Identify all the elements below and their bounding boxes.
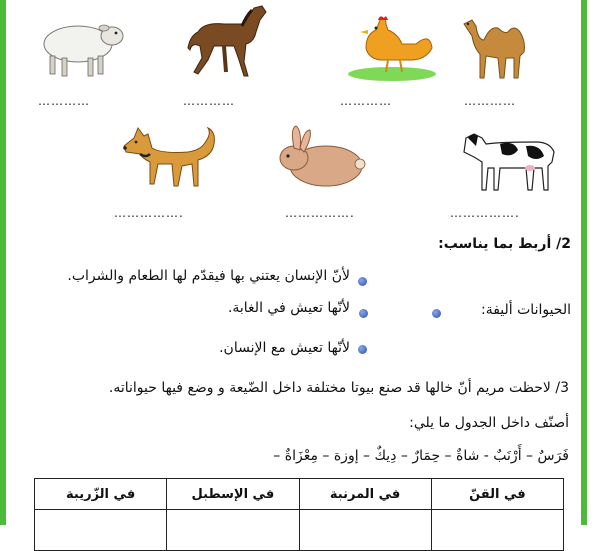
- blank-cow[interactable]: …………….: [450, 206, 520, 220]
- header-fold: في الزّريبة: [35, 479, 167, 510]
- table-header-row: [35, 479, 564, 510]
- sheep-icon: [34, 14, 129, 79]
- page-border-left: [0, 0, 6, 525]
- exercise3-intro: 3/ لاحظت مريم أنّ خالها قد صنع بيوتا مختلفة داخل الضّيعة و وضع فيها حيواناته.: [108, 380, 569, 396]
- chicken-icon: [346, 14, 438, 82]
- cell-coop[interactable]: [431, 510, 563, 551]
- exercise3-words: فَرَسٌ – أَرْنَبٌ - شاةٌ – حِمَارٌ – دِيكٌ – إوزة – مِعْزَاةٌ –: [273, 448, 569, 464]
- blank-sheep[interactable]: …………: [38, 94, 90, 108]
- option-text-1: لأنّ الإنسان يعتني بها فيقدّم لها الطعام والشراب.: [67, 268, 350, 284]
- rabbit-icon: [272, 124, 372, 190]
- pets-bullet[interactable]: [432, 309, 441, 318]
- exercise3-instruction: أصنّف داخل الجدول ما يلي:: [409, 415, 569, 431]
- cow-icon: [460, 122, 560, 194]
- cell-rabbitry[interactable]: [299, 510, 431, 551]
- page-border-right: [581, 0, 587, 525]
- blank-camel[interactable]: …………: [464, 94, 516, 108]
- sorting-table: [34, 478, 564, 551]
- header-rabbitry: في المرنبة: [299, 479, 431, 510]
- exercise2-title: 2/ أربط بما يناسب:: [438, 236, 571, 252]
- blank-rabbit[interactable]: …………….: [285, 206, 355, 220]
- blank-chicken[interactable]: …………: [340, 94, 392, 108]
- cell-stable[interactable]: [167, 510, 299, 551]
- option-bullet-1[interactable]: [358, 277, 367, 286]
- pets-label: الحيوانات أليفة:: [480, 302, 571, 318]
- blank-horse[interactable]: …………: [183, 94, 235, 108]
- blank-dog[interactable]: …………….: [114, 206, 184, 220]
- table-row: [35, 510, 564, 551]
- option-text-2: لأنّها تعيش في الغابة.: [227, 300, 350, 316]
- header-stable: في الإسطبل: [167, 479, 299, 510]
- cell-fold[interactable]: [35, 510, 167, 551]
- dog-icon: [118, 124, 218, 194]
- camel-icon: [456, 12, 538, 82]
- option-bullet-2[interactable]: [359, 309, 368, 318]
- option-bullet-3[interactable]: [358, 345, 367, 354]
- header-coop: في القنّ: [431, 479, 563, 510]
- option-text-3: لأنّها تعيش مع الإنسان.: [219, 340, 350, 356]
- horse-icon: [184, 2, 274, 80]
